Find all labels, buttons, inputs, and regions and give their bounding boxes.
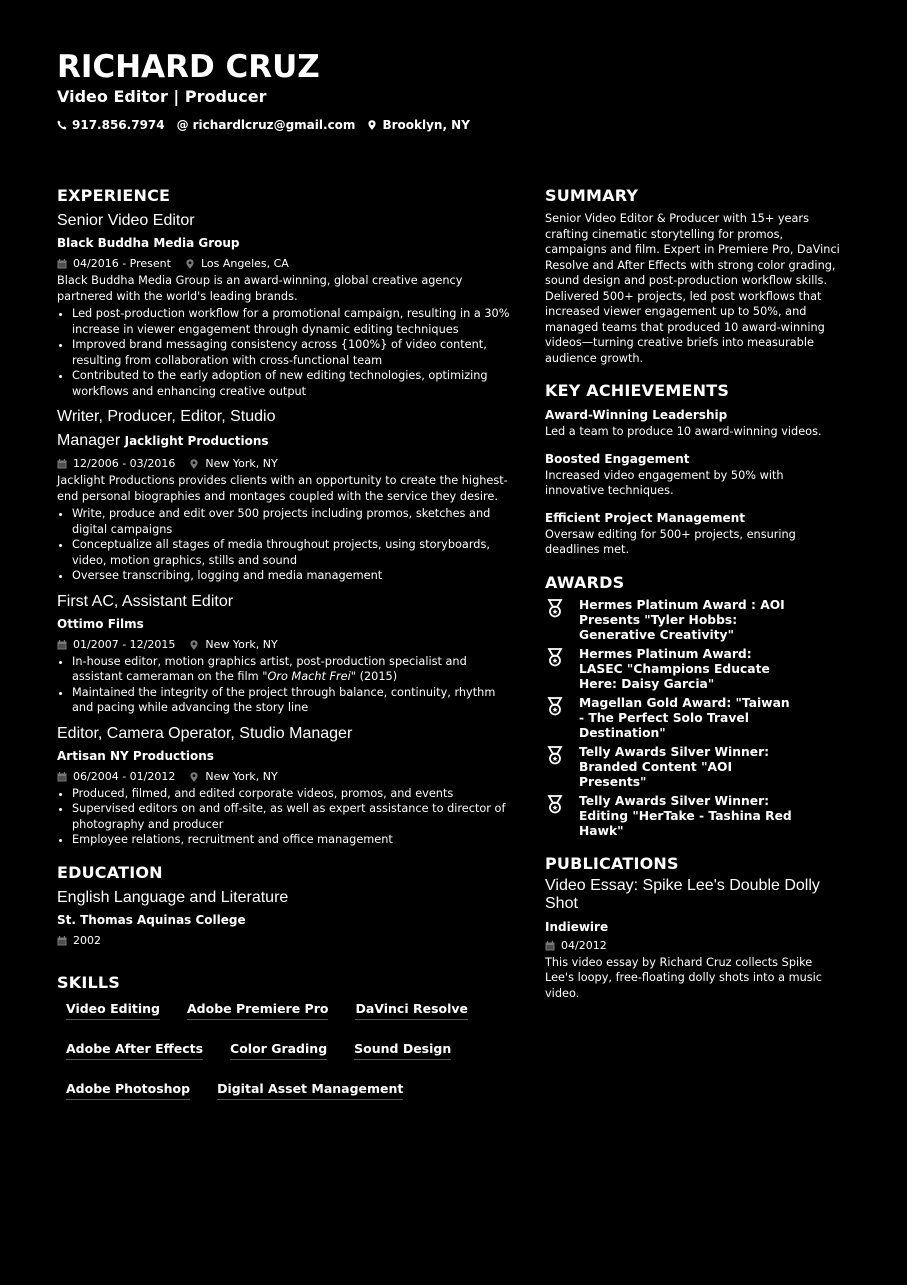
achievement-item	[545, 509, 845, 558]
calendar-icon	[57, 259, 67, 269]
location-text: Brooklyn, NY	[382, 118, 470, 132]
job-dates: 12/2006 - 03/2016	[73, 457, 176, 470]
achievements-heading: KEY ACHIEVEMENTS	[545, 381, 730, 400]
award-name: Telly Awards Silver Winner: Editing "HerTake - Tashina Red Hawk"	[579, 793, 792, 838]
awards-heading: AWARDS	[545, 572, 625, 592]
medal-icon	[545, 647, 565, 667]
skill-tag: Adobe Photoshop	[66, 1080, 190, 1100]
right-column	[545, 185, 845, 1001]
list-item: • Oversee transcribing, logging and media management	[72, 568, 512, 584]
calendar-icon	[57, 772, 67, 782]
candidate-name: RICHARD CRUZ	[57, 49, 320, 85]
job-title-wrap	[57, 405, 297, 453]
contact-location	[367, 117, 469, 133]
job-entry	[57, 590, 512, 716]
location-pin-icon	[367, 120, 377, 130]
school-name: St. Thomas Aquinas College	[57, 912, 246, 927]
job-meta	[57, 636, 512, 654]
publication-title: Video Essay: Spike Lee's Double Dolly Shot	[545, 876, 820, 912]
skills-heading: SKILLS	[57, 972, 120, 992]
location-pin-icon	[189, 772, 199, 782]
job-bullets	[57, 506, 512, 584]
list-item: • Conceptualize all stages of media throughout projects, using storyboards, video, motion graphics, stills and sound	[72, 537, 512, 568]
job-bullets	[57, 306, 512, 399]
company-name: Artisan NY Productions	[57, 748, 214, 763]
job-location: New York, NY	[205, 637, 278, 651]
at-icon: @	[176, 118, 189, 132]
award-item	[545, 794, 845, 839]
skills-list	[57, 1000, 516, 1100]
job-entry	[57, 209, 512, 399]
medal-icon	[545, 598, 565, 618]
graduation-year: 2002	[73, 933, 101, 947]
award-name: Hermes Platinum Award : AOI Presents "Tyler Hobbs: Generative Creativity"	[579, 597, 785, 642]
publications-heading: PUBLICATIONS	[545, 853, 679, 873]
job-entry	[57, 405, 512, 584]
job-meta	[57, 255, 512, 273]
list-item: • Improved brand messaging consistency across {100%} of video content, resulting from collaboration with cross-functional team	[72, 337, 512, 368]
job-location: New York, NY	[205, 769, 278, 783]
job-dates: 01/2007 - 12/2015	[73, 637, 176, 651]
contact-email	[177, 117, 356, 133]
contact-info	[57, 117, 857, 133]
job-title: Editor, Camera Operator, Studio Manager	[57, 724, 353, 742]
list-item: • In-house editor, motion graphics artist, post-production specialist and assistant cameraman on the film "Oro Macht Frei" (2015)	[72, 654, 512, 685]
company-name: Ottimo Films	[57, 616, 144, 631]
company-name: Black Buddha Media Group	[57, 236, 240, 250]
achievement-name: Award-Winning Leadership	[545, 408, 728, 422]
skill-tag: DaVinci Resolve	[355, 1000, 468, 1020]
resume-header	[57, 48, 857, 133]
job-title: Writer, Producer, Editor, Studio Manager	[57, 408, 276, 449]
job-dates: 04/2016 - Present	[73, 257, 171, 270]
company-name: Jacklight Productions	[124, 434, 269, 448]
skill-tag: Digital Asset Management	[217, 1080, 403, 1100]
job-entry	[57, 722, 512, 848]
list-item: • Supervised editors on and off-site, as well as expert assistance to director of photography and producer	[72, 801, 512, 832]
job-title: Senior Video Editor	[57, 212, 195, 229]
experience-heading: EXPERIENCE	[57, 186, 171, 205]
skill-tag: Adobe After Effects	[66, 1040, 203, 1060]
calendar-icon	[57, 640, 67, 650]
award-item	[545, 745, 845, 790]
list-item: • Write, produce and edit over 500 projects including promos, sketches and digital campaigns	[72, 506, 512, 537]
award-item	[545, 598, 845, 643]
summary-text: Senior Video Editor & Producer with 15+ years crafting cinematic storytelling for promos, campaigns and film. Expert in Premiere Pro, DaVinci Resolve and After Effects with strong color grading, sound design and post-production workflow skills. Delivered 500+ projects, led post workflows that increased viewer engagement up to 50%, and managed teams that produced 10 award-winning videos—turning creative briefs into measurable audience growth.	[545, 212, 840, 365]
publication-date: 04/2012	[561, 938, 607, 952]
achievement-item	[545, 406, 845, 440]
calendar-icon	[545, 941, 555, 951]
list-item: • Contributed to the early adoption of new editing technologies, optimizing workflows and enhancing creative output	[72, 368, 512, 399]
list-item: • Employee relations, recruitment and office management	[72, 832, 512, 848]
medal-icon	[545, 745, 565, 765]
award-name: Hermes Platinum Award: LASEC "Champions Educate Here: Daisy Garcia"	[579, 646, 770, 691]
job-location: New York, NY	[205, 457, 278, 470]
summary-heading: SUMMARY	[545, 186, 639, 205]
award-name: Telly Awards Silver Winner: Branded Content "AOI Presents"	[579, 744, 770, 789]
job-description: Jacklight Productions provides clients with an opportunity to create the highest-end personal biographies and montages coupled with the service they desire.	[57, 474, 508, 503]
medal-icon	[545, 696, 565, 716]
skill-tag: Video Editing	[66, 1000, 160, 1020]
job-title: First AC, Assistant Editor	[57, 592, 234, 610]
publication-source: Indiewire	[545, 919, 609, 934]
location-pin-icon	[189, 640, 199, 650]
publication-meta	[545, 937, 845, 955]
education-heading: EDUCATION	[57, 862, 163, 882]
skill-tag: Color Grading	[230, 1040, 327, 1060]
skill-tag: Adobe Premiere Pro	[187, 1000, 329, 1020]
job-meta	[57, 768, 512, 786]
job-dates: 06/2004 - 01/2012	[73, 769, 176, 783]
list-item: • Maintained the integrity of the project through balance, continuity, rhythm and pacing while advancing the story line	[72, 685, 512, 716]
award-item	[545, 647, 845, 692]
list-item: • Produced, filmed, and edited corporate videos, promos, and events	[72, 786, 512, 802]
degree-name: English Language and Literature	[57, 888, 289, 906]
medal-icon	[545, 794, 565, 814]
job-description: Black Buddha Media Group is an award-winning, global creative agency partnered with the world's leading brands.	[57, 274, 463, 303]
location-pin-icon	[185, 259, 195, 269]
publication-desc: This video essay by Richard Cruz collects Spike Lee's loopy, free-floating dolly shots into a music video.	[545, 955, 823, 1000]
list-item: • Led post-production workflow for a promotional campaign, resulting in a 30% increase in viewer engagement through dynamic editing techniques	[72, 306, 512, 337]
achievement-name: Boosted Engagement	[545, 451, 690, 466]
location-pin-icon	[189, 459, 199, 469]
skill-tag: Sound Design	[354, 1040, 451, 1060]
email-address[interactable]: richardlcruz@gmail.com	[192, 118, 356, 132]
job-location: Los Angeles, CA	[200, 257, 289, 270]
phone-icon	[57, 120, 67, 130]
job-bullets	[57, 654, 512, 716]
award-item	[545, 696, 845, 741]
phone-number[interactable]: 917.856.7974	[72, 118, 165, 132]
job-meta	[57, 455, 512, 473]
achievement-name: Efficient Project Management	[545, 510, 745, 525]
job-bullets	[57, 786, 512, 848]
education-meta	[57, 932, 512, 950]
calendar-icon	[57, 936, 67, 946]
candidate-title: Video Editor | Producer	[57, 87, 267, 106]
achievement-item	[545, 450, 845, 499]
award-name: Magellan Gold Award: "Taiwan - The Perfect Solo Travel Destination"	[579, 695, 790, 740]
left-column	[57, 185, 512, 1100]
calendar-icon	[57, 459, 67, 469]
contact-phone	[57, 117, 165, 133]
achievement-desc: Led a team to produce 10 award-winning videos.	[545, 425, 822, 438]
achievement-desc: Oversaw editing for 500+ projects, ensuring deadlines met.	[545, 527, 796, 556]
achievement-desc: Increased video engagement by 50% with innovative techniques.	[545, 468, 784, 497]
